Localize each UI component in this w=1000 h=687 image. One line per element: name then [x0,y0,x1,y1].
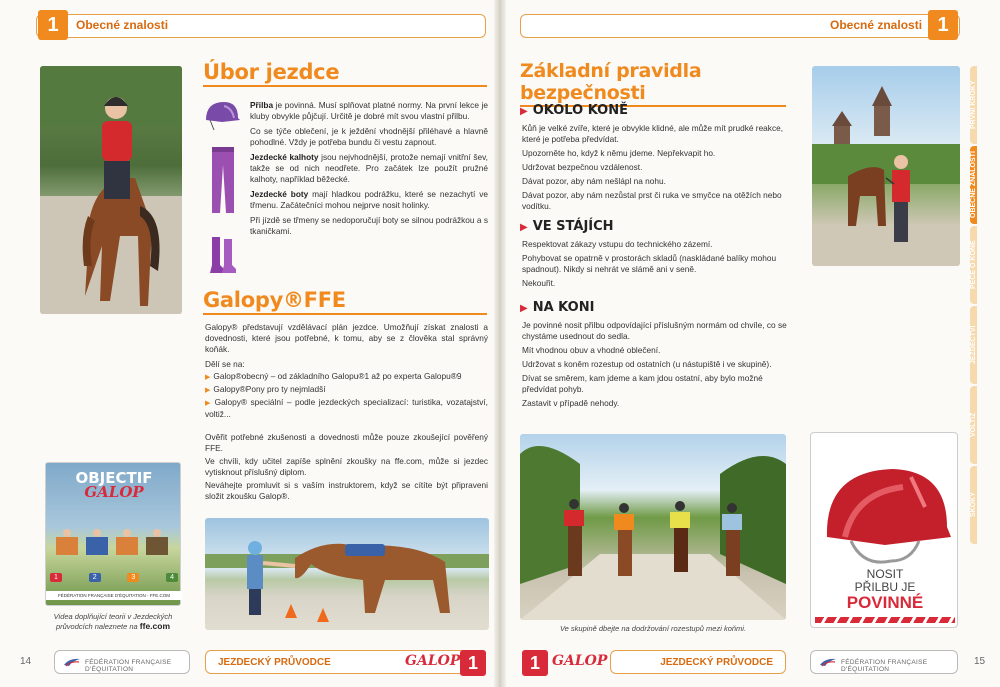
stajich-line: Respektovat zákazy vstupu do technického zázemí. [522,239,713,249]
okolo-kone-text [522,123,794,216]
tab-voltiz[interactable]: VOLTIŽ [970,386,977,464]
clothing-paragraph: Co se týče oblečení, je k ježdění vhodnější přiléhavé a hlavně pohodlné. Vždy je potřeba bundu či vestu zapnout. [250,126,488,147]
helmet-card-stripe [815,617,955,623]
helmet-mandatory-card [810,432,958,628]
galopy-bullet: ▶ Galopy®Pony pro ty nejmladší [205,384,326,394]
helmet-label: Přilba [250,100,274,110]
tab-pece-o-kone[interactable]: PÉČE O KONĚ [970,226,977,304]
koni-line: Udržovat s koněm rozestup od ostatních (u nástupiště i ve skupině). [522,359,772,369]
helmet-text: je povinná. Musí splňovat platné normy. Na první lekce je kluby obvykle půjčují. Určitě je dobré mít svou vlastní přilbu. [250,100,488,121]
guide-footer-left: JEZDECKÝ PRŮVODCE [205,650,483,674]
chapter-title-left: Obecné znalosti [76,18,169,32]
chapter-title-right: Obecné znalosti [830,18,923,32]
galopy-text [205,322,488,424]
boots-label: Jezdecké boty [250,189,309,199]
ffe-logo-icon [63,657,81,667]
okolo-line: Upozorněte ho, když k němu jdeme. Nepřekvapit ho. [522,148,716,158]
dvd-level-badge: 3 [127,573,139,582]
tab-prvni-kroky[interactable]: PRVNÍ KROKY [970,66,977,144]
section-title-bezpecnost: Základní pravidla bezpečnosti [520,60,786,107]
dvd-footer: FÉDÉRATION FRANÇAISE D'ÉQUITATION - FFE.COM [46,591,182,600]
stajich-line: Pohybovat se opatrně v prostorách skladů (naskládané balíky mohou spadnout). Nikdy si nehrát ve slámě ani v seně. [522,253,777,274]
na-koni-text [522,320,794,413]
ffe-footer-left: FÉDÉRATION FRANÇAISE D'ÉQUITATION [54,650,190,674]
galopy-text-2 [205,432,488,506]
helmet-card-line2: PŘILBU JE [854,580,916,594]
galopy-bullet: ▶ Galop®obecný – od základního Galopu®1 až po experta Galopu®9 [205,371,462,381]
right-page [500,0,1000,687]
okolo-line: Dávat pozor, aby nám nešlápl na nohu. [522,176,666,186]
boots-icon [208,235,238,275]
stajich-line: Nekouřit. [522,278,556,288]
galop-level-right: 1 [522,650,548,676]
dvd-brand: GALOP [84,483,144,501]
koni-line: Mít vhodnou obuv a vhodné oblečení. [522,345,661,355]
galop-level-left: 1 [460,650,486,676]
ffe-logo-icon [819,657,837,667]
galopy-examiner: Ověřit potřebné zkušenosti a dovednosti může pouze zkoušející pověřený FFE. [205,432,488,453]
trousers-icon [210,145,236,215]
koni-line: Je povinné nosit přilbu odpovídající příslušným normám od chvíle, co se chystáme usednout do sedla. [522,320,787,341]
arrow-icon: ▶ [520,303,528,314]
arrow-icon: ▶ [520,222,528,233]
horse-leading-photo [812,66,960,266]
galopy-diploma: Ve chvíli, kdy učitel zapíše splnění zkoušky na ffe.com, může si jezdec vytisknout příslušný diplom. [205,456,488,477]
guide-footer-right: JEZDECKÝ PRŮVODCE [610,650,786,674]
chapter-tabs [970,66,1000,546]
subsection-ve-stajich: ▶ VE STÁJÍCH [520,219,614,234]
horse-child-photo [205,518,489,630]
page-number-right: 15 [974,656,986,667]
galop-logo-right: GALOP [552,653,608,669]
clothing-text [250,100,488,241]
stirrup-paragraph: Při jízdě se třmeny se nedoporučují boty se silnou podrážkou a s tkaničkami. [250,215,488,236]
galopy-intro: Galopy® představují vzdělávací plán jezdce. Umožňují získat znalosti a dovednosti, které jsou potřebné, k tomu, aby se z člověka stal správný koňák. [205,322,488,354]
okolo-line: Kůň je velké zvíře, které je obvykle klidné, ale může mít prudké reakce, které je potřeba předvídat. [522,123,784,144]
dvd-level-badge: 1 [50,573,62,582]
section-title-ubor: Úbor jezdce [203,60,487,87]
page-number-left: 14 [20,656,32,667]
helmet-card-line1: NOSIT [866,567,904,581]
galopy-bullet: ▶ Galopy® speciální – podle jezdeckých specializací: turistika, vozatajství, voltiž... [205,397,488,419]
galopy-instructor: Neváhejte promluvit si s vaším instruktorem, když se cítíte být připraveni složit zkoušku Galop®. [205,480,488,501]
koni-line: Zastavit v případě nehody. [522,398,620,408]
tab-jezdectvi[interactable]: JEZDECTVÍ [970,306,977,384]
helmet-card-line3: POVINNÉ [846,593,924,612]
dvd-level-badge: 4 [166,573,178,582]
arrow-icon: ▶ [520,106,528,117]
section-title-galopy: Galopy®FFE [203,288,487,315]
dvd-cover[interactable] [45,462,181,606]
okolo-line: Dávat pozor, aby nám nezůstal prst či ruka ve smyčce na otěžích nebo vodítku. [522,190,782,211]
ve-stajich-text [522,239,794,293]
group-ride-photo [520,434,786,620]
ffe-footer-right: FÉDÉRATION FRANÇAISE D'ÉQUITATION [810,650,958,674]
video-caption: Videa doplňující teorii v Jezdeckých průvodcích naleznete na ffe.com [53,612,173,631]
helmet-icon [815,457,955,567]
dvd-galop-levels [50,573,178,582]
galop-logo-left: GALOP [405,653,461,669]
ffe-link[interactable]: ffe.com [139,621,171,631]
dvd-title: OBJECTIF [75,469,153,487]
okolo-line: Udržovat bezpečnou vzdálenost. [522,162,643,172]
galopy-divide: Dělí se na: [205,359,245,369]
chapter-number-right: 1 [928,10,958,40]
group-ride-caption: Ve skupině dbejte na dodržování rozestupů mezi koňmi. [559,624,747,633]
book-gutter [494,0,506,687]
subsection-okolo-kone: ▶ OKOLO KONĚ [520,103,628,118]
dvd-level-badge: 2 [89,573,101,582]
subsection-na-koni: ▶ NA KONI [520,300,595,315]
boots-text: mají hladkou podrážku, které se nezachytí ve třmenu. Začátečníci mohou nejprve nosit holinky. [250,189,488,210]
chapter-number-left: 1 [38,10,68,40]
trousers-text: jsou nejvhodnější, protože nemají vnitřní šev, takže se od nich neodřete. Pro začátek lze použít pružné kalhoty, například běžecké. [250,152,488,184]
koni-line: Dívat se směrem, kam jdeme a kam jdou ostatní, aby bylo možné předvídat pohyb. [522,373,763,394]
trousers-label: Jezdecké kalhoty [250,152,319,162]
tab-obecne-znalosti[interactable]: OBECNÉ ZNALOSTI [970,146,977,224]
helmet-icon [202,98,242,132]
tab-skoky[interactable]: SKOKY [970,466,977,544]
rider-photo [40,66,182,314]
